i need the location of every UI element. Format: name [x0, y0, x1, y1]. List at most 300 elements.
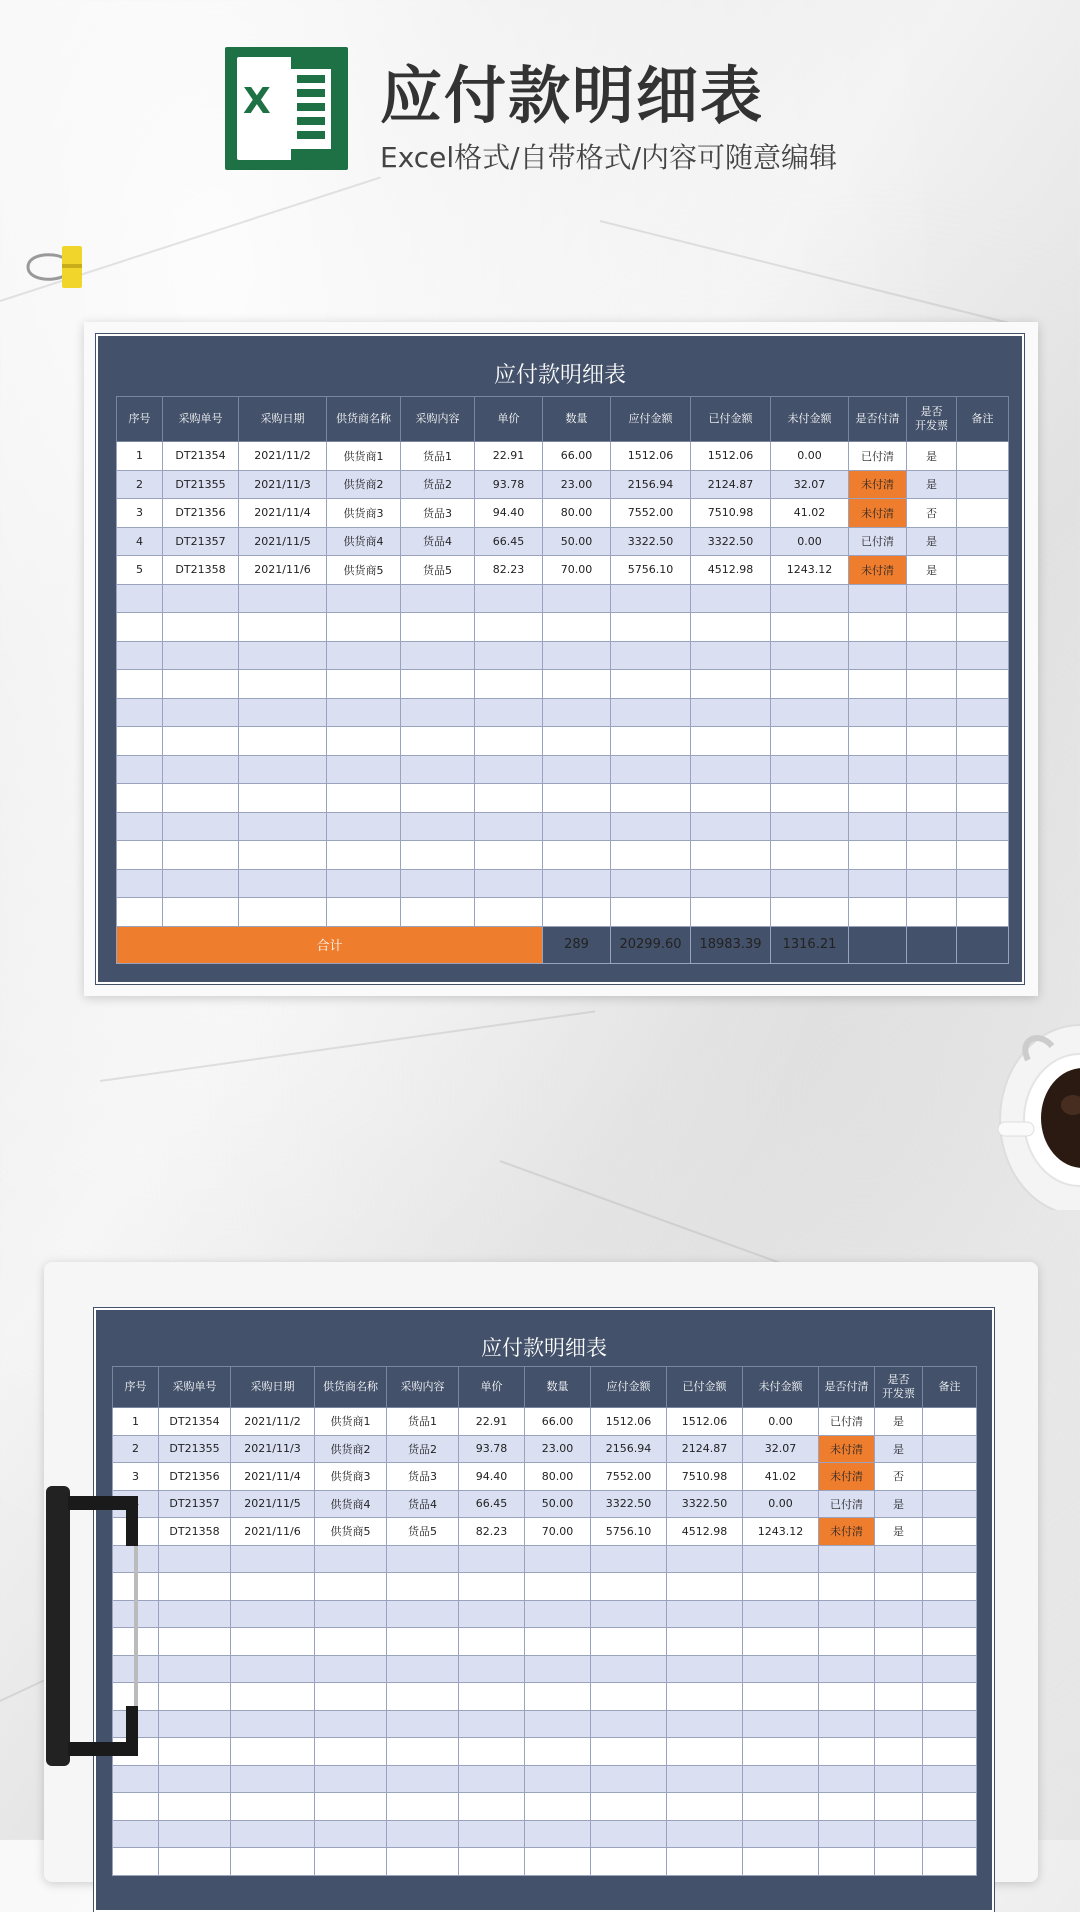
table-cell[interactable]: 供货商3 [315, 1463, 387, 1491]
table-cell[interactable] [239, 784, 327, 813]
table-cell[interactable] [525, 1793, 591, 1821]
table-cell[interactable] [611, 584, 691, 613]
table-cell[interactable] [117, 812, 163, 841]
table-cell[interactable] [231, 1683, 315, 1711]
table-cell[interactable] [957, 670, 1009, 699]
table-cell[interactable]: 未付清 [819, 1463, 875, 1491]
table-cell[interactable] [923, 1765, 977, 1793]
table-cell[interactable] [611, 698, 691, 727]
table-cell[interactable] [743, 1683, 819, 1711]
table-cell[interactable] [957, 499, 1009, 528]
table-cell[interactable] [525, 1628, 591, 1656]
table-cell[interactable]: 1512.06 [591, 1408, 667, 1436]
table-cell[interactable]: 4512.98 [691, 556, 771, 585]
table-cell[interactable] [327, 670, 401, 699]
table-cell[interactable] [163, 841, 239, 870]
table-cell[interactable]: 2021/11/5 [231, 1490, 315, 1518]
table-cell[interactable] [591, 1848, 667, 1876]
table-cell[interactable]: 2 [113, 1435, 159, 1463]
table-cell[interactable] [667, 1545, 743, 1573]
table-cell[interactable] [459, 1573, 525, 1601]
table-cell[interactable] [327, 841, 401, 870]
table-cell[interactable] [401, 812, 475, 841]
table-cell[interactable] [875, 1573, 923, 1601]
table-cell[interactable] [231, 1628, 315, 1656]
table-cell[interactable]: 1512.06 [667, 1408, 743, 1436]
table-cell[interactable]: 供货商3 [327, 499, 401, 528]
table-cell[interactable] [875, 1710, 923, 1738]
table-cell[interactable]: 是 [875, 1435, 923, 1463]
table-cell[interactable]: 货品2 [401, 470, 475, 499]
table-cell[interactable] [691, 670, 771, 699]
table-cell[interactable] [525, 1848, 591, 1876]
table-cell[interactable]: 2021/11/4 [239, 499, 327, 528]
table-cell[interactable] [667, 1683, 743, 1711]
table-cell[interactable] [743, 1545, 819, 1573]
table-cell[interactable] [239, 670, 327, 699]
table-cell[interactable] [459, 1848, 525, 1876]
table-cell[interactable] [667, 1573, 743, 1601]
table-cell[interactable] [591, 1573, 667, 1601]
table-cell[interactable] [771, 755, 849, 784]
table-cell[interactable] [923, 1600, 977, 1628]
table-cell[interactable]: 供货商5 [327, 556, 401, 585]
table-cell[interactable] [163, 755, 239, 784]
table-cell[interactable]: 已付清 [849, 527, 907, 556]
table-cell[interactable] [117, 670, 163, 699]
table-cell[interactable]: 3322.50 [691, 527, 771, 556]
table-cell[interactable] [957, 556, 1009, 585]
table-cell[interactable] [525, 1738, 591, 1766]
table-cell[interactable] [543, 784, 611, 813]
table-cell[interactable] [591, 1738, 667, 1766]
table-cell[interactable] [315, 1848, 387, 1876]
table-cell[interactable]: 93.78 [459, 1435, 525, 1463]
table-cell[interactable] [315, 1573, 387, 1601]
table-cell[interactable] [691, 727, 771, 756]
table-cell[interactable] [315, 1545, 387, 1573]
table-cell[interactable]: 已付清 [819, 1408, 875, 1436]
table-cell[interactable]: 3322.50 [611, 527, 691, 556]
table-cell[interactable]: 4 [117, 527, 163, 556]
table-cell[interactable]: 66.00 [525, 1408, 591, 1436]
table-cell[interactable] [691, 613, 771, 642]
table-cell[interactable] [401, 698, 475, 727]
table-cell[interactable] [159, 1655, 231, 1683]
table-cell[interactable] [475, 812, 543, 841]
table-cell[interactable] [849, 755, 907, 784]
table-cell[interactable] [923, 1435, 977, 1463]
table-cell[interactable] [231, 1820, 315, 1848]
table-cell[interactable] [875, 1683, 923, 1711]
table-cell[interactable] [113, 1848, 159, 1876]
table-cell[interactable] [475, 641, 543, 670]
table-cell[interactable] [771, 613, 849, 642]
table-cell[interactable]: 66.45 [459, 1490, 525, 1518]
table-cell[interactable] [459, 1793, 525, 1821]
table-cell[interactable] [401, 841, 475, 870]
table-cell[interactable]: 41.02 [743, 1463, 819, 1491]
table-cell[interactable] [163, 698, 239, 727]
table-cell[interactable] [819, 1545, 875, 1573]
table-cell[interactable] [849, 784, 907, 813]
table-cell[interactable] [771, 670, 849, 699]
table-cell[interactable] [667, 1655, 743, 1683]
table-cell[interactable] [923, 1738, 977, 1766]
table-cell[interactable] [923, 1463, 977, 1491]
table-cell[interactable] [907, 841, 957, 870]
table-cell[interactable] [159, 1545, 231, 1573]
table-cell[interactable] [543, 641, 611, 670]
table-cell[interactable] [239, 841, 327, 870]
table-cell[interactable] [525, 1600, 591, 1628]
table-cell[interactable] [611, 784, 691, 813]
table-cell[interactable] [691, 812, 771, 841]
table-cell[interactable] [231, 1793, 315, 1821]
table-cell[interactable] [117, 613, 163, 642]
table-cell[interactable] [387, 1655, 459, 1683]
table-cell[interactable] [743, 1628, 819, 1656]
table-cell[interactable]: 货品1 [401, 442, 475, 471]
table-cell[interactable] [667, 1628, 743, 1656]
table-cell[interactable] [327, 869, 401, 898]
table-cell[interactable] [591, 1600, 667, 1628]
table-cell[interactable] [691, 698, 771, 727]
table-cell[interactable] [691, 841, 771, 870]
table-cell[interactable] [743, 1793, 819, 1821]
table-cell[interactable]: 未付清 [849, 499, 907, 528]
table-cell[interactable] [875, 1628, 923, 1656]
table-cell[interactable] [611, 841, 691, 870]
table-cell[interactable] [117, 869, 163, 898]
table-cell[interactable] [849, 898, 907, 927]
table-cell[interactable] [957, 869, 1009, 898]
table-cell[interactable]: 2021/11/5 [239, 527, 327, 556]
table-cell[interactable] [923, 1518, 977, 1546]
table-cell[interactable]: 2156.94 [611, 470, 691, 499]
table-cell[interactable] [691, 641, 771, 670]
table-cell[interactable] [849, 698, 907, 727]
table-cell[interactable] [875, 1765, 923, 1793]
table-cell[interactable] [401, 784, 475, 813]
table-cell[interactable] [475, 869, 543, 898]
table-cell[interactable] [691, 898, 771, 927]
table-cell[interactable]: 66.00 [543, 442, 611, 471]
table-cell[interactable] [957, 698, 1009, 727]
table-cell[interactable]: 2021/11/3 [239, 470, 327, 499]
table-cell[interactable]: 50.00 [525, 1490, 591, 1518]
table-cell[interactable] [907, 641, 957, 670]
table-cell[interactable] [849, 641, 907, 670]
table-cell[interactable]: 0.00 [743, 1408, 819, 1436]
table-cell[interactable] [907, 869, 957, 898]
table-cell[interactable]: 93.78 [475, 470, 543, 499]
table-cell[interactable] [591, 1820, 667, 1848]
table-cell[interactable] [543, 584, 611, 613]
table-cell[interactable] [611, 812, 691, 841]
table-cell[interactable] [387, 1683, 459, 1711]
table-cell[interactable] [591, 1683, 667, 1711]
table-cell[interactable]: 50.00 [543, 527, 611, 556]
table-cell[interactable] [743, 1848, 819, 1876]
table-cell[interactable] [667, 1710, 743, 1738]
table-cell[interactable] [239, 613, 327, 642]
table-cell[interactable] [475, 727, 543, 756]
table-cell[interactable]: 41.02 [771, 499, 849, 528]
table-cell[interactable] [117, 784, 163, 813]
table-cell[interactable] [611, 641, 691, 670]
table-cell[interactable] [667, 1600, 743, 1628]
table-cell[interactable] [159, 1573, 231, 1601]
table-cell[interactable]: 是 [875, 1490, 923, 1518]
table-cell[interactable]: 2124.87 [667, 1435, 743, 1463]
table-cell[interactable]: 1 [117, 442, 163, 471]
table-cell[interactable] [819, 1793, 875, 1821]
table-cell[interactable] [923, 1573, 977, 1601]
table-cell[interactable]: 否 [875, 1463, 923, 1491]
table-cell[interactable] [743, 1820, 819, 1848]
table-cell[interactable]: 否 [907, 499, 957, 528]
table-cell[interactable]: 货品1 [387, 1408, 459, 1436]
table-cell[interactable] [849, 869, 907, 898]
table-cell[interactable] [907, 584, 957, 613]
table-cell[interactable] [923, 1490, 977, 1518]
table-cell[interactable]: 供货商4 [315, 1490, 387, 1518]
table-cell[interactable] [957, 442, 1009, 471]
table-cell[interactable]: 已付清 [819, 1490, 875, 1518]
table-cell[interactable] [163, 869, 239, 898]
table-cell[interactable] [315, 1765, 387, 1793]
table-cell[interactable] [907, 784, 957, 813]
table-cell[interactable] [819, 1683, 875, 1711]
table-cell[interactable] [475, 670, 543, 699]
table-cell[interactable] [875, 1820, 923, 1848]
table-cell[interactable] [819, 1628, 875, 1656]
table-cell[interactable] [907, 812, 957, 841]
table-cell[interactable] [667, 1848, 743, 1876]
table-cell[interactable]: 94.40 [459, 1463, 525, 1491]
table-cell[interactable]: 是 [907, 527, 957, 556]
table-cell[interactable] [923, 1820, 977, 1848]
table-cell[interactable]: 23.00 [543, 470, 611, 499]
table-cell[interactable] [907, 698, 957, 727]
table-cell[interactable] [525, 1820, 591, 1848]
table-cell[interactable] [849, 812, 907, 841]
table-cell[interactable]: 是 [875, 1408, 923, 1436]
table-cell[interactable]: 5756.10 [611, 556, 691, 585]
table-cell[interactable]: 未付清 [819, 1435, 875, 1463]
table-cell[interactable] [159, 1683, 231, 1711]
table-cell[interactable] [239, 641, 327, 670]
table-cell[interactable]: 70.00 [543, 556, 611, 585]
table-cell[interactable] [611, 755, 691, 784]
table-cell[interactable] [315, 1600, 387, 1628]
table-cell[interactable] [163, 898, 239, 927]
table-cell[interactable] [819, 1710, 875, 1738]
table-cell[interactable] [525, 1545, 591, 1573]
table-cell[interactable]: DT21357 [159, 1490, 231, 1518]
table-cell[interactable] [771, 584, 849, 613]
table-cell[interactable] [907, 727, 957, 756]
table-cell[interactable] [543, 841, 611, 870]
table-cell[interactable] [231, 1545, 315, 1573]
table-cell[interactable]: 2 [117, 470, 163, 499]
table-cell[interactable] [401, 755, 475, 784]
table-cell[interactable] [907, 613, 957, 642]
table-cell[interactable]: 5756.10 [591, 1518, 667, 1546]
table-cell[interactable] [957, 584, 1009, 613]
table-cell[interactable] [875, 1738, 923, 1766]
table-cell[interactable] [387, 1848, 459, 1876]
table-cell[interactable] [159, 1793, 231, 1821]
table-cell[interactable] [239, 584, 327, 613]
table-cell[interactable] [957, 841, 1009, 870]
table-cell[interactable] [475, 784, 543, 813]
table-cell[interactable] [543, 613, 611, 642]
table-cell[interactable] [923, 1628, 977, 1656]
table-cell[interactable] [771, 869, 849, 898]
table-cell[interactable] [849, 670, 907, 699]
table-cell[interactable]: 7552.00 [611, 499, 691, 528]
table-cell[interactable]: 7510.98 [691, 499, 771, 528]
table-cell[interactable] [387, 1573, 459, 1601]
table-cell[interactable] [667, 1738, 743, 1766]
table-cell[interactable]: 3322.50 [591, 1490, 667, 1518]
table-cell[interactable] [117, 698, 163, 727]
table-cell[interactable] [957, 613, 1009, 642]
table-cell[interactable]: 7552.00 [591, 1463, 667, 1491]
table-cell[interactable]: 0.00 [743, 1490, 819, 1518]
table-cell[interactable] [819, 1573, 875, 1601]
table-cell[interactable] [957, 470, 1009, 499]
table-cell[interactable] [387, 1738, 459, 1766]
table-cell[interactable]: 0.00 [771, 442, 849, 471]
table-cell[interactable]: 供货商1 [327, 442, 401, 471]
table-cell[interactable]: DT21354 [159, 1408, 231, 1436]
table-cell[interactable] [117, 898, 163, 927]
table-cell[interactable] [163, 812, 239, 841]
table-cell[interactable]: 是 [875, 1518, 923, 1546]
table-cell[interactable] [691, 869, 771, 898]
table-cell[interactable] [315, 1683, 387, 1711]
table-cell[interactable] [691, 584, 771, 613]
table-cell[interactable] [543, 755, 611, 784]
table-cell[interactable] [875, 1793, 923, 1821]
table-cell[interactable] [543, 670, 611, 699]
table-cell[interactable] [771, 698, 849, 727]
table-cell[interactable]: 2156.94 [591, 1435, 667, 1463]
table-cell[interactable] [117, 584, 163, 613]
table-cell[interactable]: 80.00 [543, 499, 611, 528]
table-cell[interactable]: 货品5 [401, 556, 475, 585]
table-cell[interactable] [923, 1545, 977, 1573]
table-cell[interactable]: 未付清 [849, 470, 907, 499]
table-cell[interactable] [327, 755, 401, 784]
table-cell[interactable]: 供货商5 [315, 1518, 387, 1546]
table-cell[interactable] [401, 584, 475, 613]
table-cell[interactable]: 1512.06 [691, 442, 771, 471]
table-cell[interactable] [875, 1600, 923, 1628]
table-cell[interactable] [387, 1710, 459, 1738]
table-cell[interactable] [401, 670, 475, 699]
table-cell[interactable] [743, 1655, 819, 1683]
table-cell[interactable] [849, 584, 907, 613]
table-cell[interactable] [667, 1765, 743, 1793]
table-cell[interactable] [957, 727, 1009, 756]
table-cell[interactable] [543, 698, 611, 727]
table-cell[interactable] [315, 1793, 387, 1821]
table-cell[interactable]: 货品5 [387, 1518, 459, 1546]
table-cell[interactable]: 66.45 [475, 527, 543, 556]
table-cell[interactable] [231, 1600, 315, 1628]
table-cell[interactable]: 2124.87 [691, 470, 771, 499]
table-cell[interactable]: 32.07 [743, 1435, 819, 1463]
table-cell[interactable]: 货品3 [387, 1463, 459, 1491]
table-cell[interactable] [611, 727, 691, 756]
table-cell[interactable]: DT21358 [159, 1518, 231, 1546]
table-cell[interactable] [387, 1765, 459, 1793]
table-cell[interactable] [875, 1655, 923, 1683]
table-cell[interactable] [923, 1683, 977, 1711]
table-cell[interactable]: 是 [907, 556, 957, 585]
table-cell[interactable] [163, 641, 239, 670]
table-cell[interactable] [231, 1655, 315, 1683]
table-cell[interactable] [239, 727, 327, 756]
table-cell[interactable] [771, 841, 849, 870]
table-cell[interactable] [459, 1710, 525, 1738]
table-cell[interactable] [475, 584, 543, 613]
table-cell[interactable] [743, 1765, 819, 1793]
table-cell[interactable] [923, 1710, 977, 1738]
table-cell[interactable]: 货品4 [401, 527, 475, 556]
table-cell[interactable] [907, 898, 957, 927]
table-cell[interactable]: 货品2 [387, 1435, 459, 1463]
table-cell[interactable] [163, 727, 239, 756]
table-cell[interactable] [743, 1600, 819, 1628]
table-cell[interactable] [923, 1793, 977, 1821]
table-cell[interactable]: 1243.12 [771, 556, 849, 585]
table-cell[interactable] [667, 1820, 743, 1848]
table-cell[interactable] [691, 784, 771, 813]
table-cell[interactable]: 80.00 [525, 1463, 591, 1491]
table-cell[interactable]: 32.07 [771, 470, 849, 499]
table-cell[interactable]: 3 [117, 499, 163, 528]
table-cell[interactable]: DT21356 [163, 499, 239, 528]
table-cell[interactable]: 22.91 [459, 1408, 525, 1436]
table-cell[interactable]: DT21354 [163, 442, 239, 471]
table-cell[interactable] [611, 670, 691, 699]
table-cell[interactable] [543, 869, 611, 898]
table-cell[interactable]: 94.40 [475, 499, 543, 528]
table-cell[interactable] [611, 613, 691, 642]
table-cell[interactable]: 未付清 [849, 556, 907, 585]
table-cell[interactable]: 是 [907, 442, 957, 471]
table-cell[interactable]: DT21358 [163, 556, 239, 585]
table-cell[interactable] [163, 784, 239, 813]
table-cell[interactable]: DT21356 [159, 1463, 231, 1491]
table-cell[interactable]: 82.23 [459, 1518, 525, 1546]
table-cell[interactable] [315, 1820, 387, 1848]
table-cell[interactable] [923, 1655, 977, 1683]
table-cell[interactable]: 0.00 [771, 527, 849, 556]
table-cell[interactable] [957, 784, 1009, 813]
table-cell[interactable] [849, 613, 907, 642]
table-cell[interactable]: 货品4 [387, 1490, 459, 1518]
table-cell[interactable] [159, 1710, 231, 1738]
table-cell[interactable] [231, 1710, 315, 1738]
table-cell[interactable] [923, 1408, 977, 1436]
table-cell[interactable]: 2021/11/2 [231, 1408, 315, 1436]
